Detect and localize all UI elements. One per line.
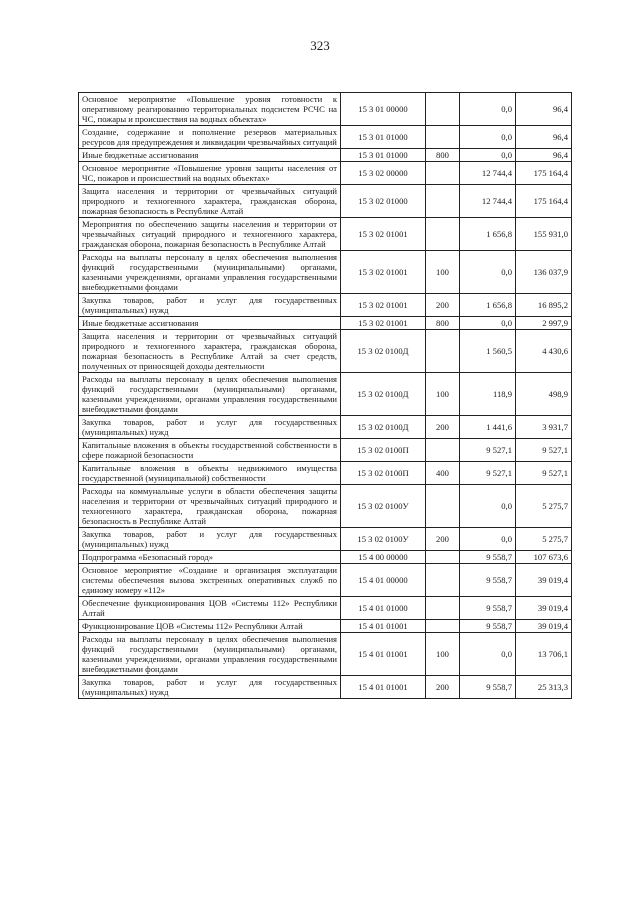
table-row bbox=[79, 676, 572, 699]
table-row bbox=[79, 597, 572, 620]
amount-cell-1: 1 656,8 bbox=[460, 218, 516, 251]
expense-type-cell bbox=[426, 218, 460, 251]
expense-name-cell: Иные бюджетные ассигнования bbox=[79, 149, 341, 162]
amount-cell-2: 155 931,0 bbox=[516, 218, 572, 251]
expense-name-cell: Капитальные вложения в объекты недвижимого имущества государственной (муниципальной) собственности bbox=[79, 462, 341, 485]
target-code-cell: 15 4 01 01001 bbox=[341, 620, 426, 633]
target-code-cell: 15 3 01 00000 bbox=[341, 93, 426, 126]
amount-cell-1: 12 744,4 bbox=[460, 185, 516, 218]
amount-cell-1: 0,0 bbox=[460, 528, 516, 551]
expense-name-cell: Создание, содержание и пополнение резервов материальных ресурсов для предупреждения и ликвидации чрезвычайных ситуаций bbox=[79, 126, 341, 149]
target-code-cell: 15 3 02 01001 bbox=[341, 251, 426, 294]
table-row bbox=[79, 633, 572, 676]
target-code-cell: 15 3 01 01000 bbox=[341, 126, 426, 149]
expense-name-cell: Подпрограмма «Безопасный город» bbox=[79, 551, 341, 564]
amount-cell-1: 12 744,4 bbox=[460, 162, 516, 185]
amount-cell-1: 0,0 bbox=[460, 317, 516, 330]
amount-cell-2: 96,4 bbox=[516, 149, 572, 162]
expense-type-cell bbox=[426, 485, 460, 528]
table-row bbox=[79, 551, 572, 564]
target-code-cell: 15 3 02 01001 bbox=[341, 218, 426, 251]
expense-type-cell bbox=[426, 126, 460, 149]
expense-name-cell: Закупка товаров, работ и услуг для государственных (муниципальных) нужд bbox=[79, 676, 341, 699]
target-code-cell: 15 4 01 01001 bbox=[341, 676, 426, 699]
target-code-cell: 15 3 02 01001 bbox=[341, 317, 426, 330]
expense-type-cell bbox=[426, 597, 460, 620]
amount-cell-1: 0,0 bbox=[460, 149, 516, 162]
amount-cell-2: 39 019,4 bbox=[516, 597, 572, 620]
target-code-cell: 15 3 02 0100У bbox=[341, 528, 426, 551]
amount-cell-1: 9 558,7 bbox=[460, 620, 516, 633]
target-code-cell: 15 4 01 01000 bbox=[341, 597, 426, 620]
expense-name-cell: Защита населения и территории от чрезвычайных ситуаций природного и техногенного характера, гражданская оборона, пожарная безопасность в Республике Алтай bbox=[79, 185, 341, 218]
expense-type-cell bbox=[426, 564, 460, 597]
budget-table-body bbox=[79, 93, 572, 699]
table-row bbox=[79, 126, 572, 149]
table-row bbox=[79, 416, 572, 439]
target-code-cell: 15 4 00 00000 bbox=[341, 551, 426, 564]
expense-type-cell: 200 bbox=[426, 416, 460, 439]
amount-cell-1: 1 441,6 bbox=[460, 416, 516, 439]
target-code-cell: 15 3 02 01001 bbox=[341, 294, 426, 317]
expense-type-cell: 800 bbox=[426, 317, 460, 330]
amount-cell-1: 1 560,5 bbox=[460, 330, 516, 373]
expense-name-cell: Мероприятия по обеспечению защиты населения и территории от чрезвычайных ситуаций природного и техногенного характера, гражданская оборона, пожарная безопасность в Республике Алтай bbox=[79, 218, 341, 251]
table-row bbox=[79, 317, 572, 330]
expense-type-cell: 100 bbox=[426, 633, 460, 676]
amount-cell-2: 175 164,4 bbox=[516, 185, 572, 218]
target-code-cell: 15 3 02 0100П bbox=[341, 439, 426, 462]
amount-cell-2: 5 275,7 bbox=[516, 528, 572, 551]
target-code-cell: 15 4 01 00000 bbox=[341, 564, 426, 597]
expense-type-cell: 200 bbox=[426, 676, 460, 699]
table-row bbox=[79, 251, 572, 294]
budget-table bbox=[78, 92, 572, 699]
expense-type-cell bbox=[426, 551, 460, 564]
target-code-cell: 15 3 02 0100Д bbox=[341, 416, 426, 439]
target-code-cell: 15 3 02 01000 bbox=[341, 185, 426, 218]
table-row bbox=[79, 439, 572, 462]
expense-name-cell: Обеспечение функционирования ЦОВ «Системы 112» Республики Алтай bbox=[79, 597, 341, 620]
table-row bbox=[79, 218, 572, 251]
table-row bbox=[79, 162, 572, 185]
amount-cell-2: 25 313,3 bbox=[516, 676, 572, 699]
expense-name-cell: Расходы на выплаты персоналу в целях обеспечения выполнения функций государственными (муниципальными) органами, казенными учреждениями, органами управления государственными внебюджетными фондами bbox=[79, 633, 341, 676]
amount-cell-1: 0,0 bbox=[460, 485, 516, 528]
table-row bbox=[79, 185, 572, 218]
amount-cell-1: 118,9 bbox=[460, 373, 516, 416]
expense-type-cell bbox=[426, 439, 460, 462]
target-code-cell: 15 3 01 01000 bbox=[341, 149, 426, 162]
expense-type-cell: 400 bbox=[426, 462, 460, 485]
amount-cell-1: 0,0 bbox=[460, 126, 516, 149]
amount-cell-1: 9 558,7 bbox=[460, 551, 516, 564]
expense-name-cell: Расходы на коммунальные услуги в области обеспечения защиты населения и территории от чрезвычайных ситуаций природного и техногенного характера, гражданская оборона, пожарная безопасность в Республике Алтай bbox=[79, 485, 341, 528]
amount-cell-2: 2 997,9 bbox=[516, 317, 572, 330]
page-number: 323 bbox=[310, 38, 330, 53]
target-code-cell: 15 3 02 0100П bbox=[341, 462, 426, 485]
expense-type-cell bbox=[426, 185, 460, 218]
amount-cell-1: 9 558,7 bbox=[460, 676, 516, 699]
expense-name-cell: Основное мероприятие «Создание и организация эксплуатации системы обеспечения вызова экстренных оперативных служб по единому номеру «112» bbox=[79, 564, 341, 597]
expense-name-cell: Защита населения и территории от чрезвычайных ситуаций природного и техногенного характера, гражданская оборона, пожарная безопасность в Республике Алтай за счет средств, полученных от приносящей доходы деятельности bbox=[79, 330, 341, 373]
expense-name-cell: Функционирование ЦОВ «Системы 112» Республики Алтай bbox=[79, 620, 341, 633]
table-row bbox=[79, 485, 572, 528]
expense-name-cell: Закупка товаров, работ и услуг для государственных (муниципальных) нужд bbox=[79, 528, 341, 551]
amount-cell-2: 96,4 bbox=[516, 126, 572, 149]
expense-name-cell: Основное мероприятие «Повышение уровня готовности к оперативному реагированию территориальных подсистем РСЧС на ЧС, пожары и происшествия на водных объектах» bbox=[79, 93, 341, 126]
expense-type-cell bbox=[426, 93, 460, 126]
amount-cell-1: 9 527,1 bbox=[460, 462, 516, 485]
amount-cell-2: 175 164,4 bbox=[516, 162, 572, 185]
amount-cell-2: 9 527,1 bbox=[516, 462, 572, 485]
amount-cell-2: 39 019,4 bbox=[516, 620, 572, 633]
amount-cell-2: 39 019,4 bbox=[516, 564, 572, 597]
amount-cell-1: 9 527,1 bbox=[460, 439, 516, 462]
target-code-cell: 15 3 02 0100Д bbox=[341, 373, 426, 416]
table-row bbox=[79, 149, 572, 162]
expense-type-cell: 200 bbox=[426, 294, 460, 317]
target-code-cell: 15 3 02 0100У bbox=[341, 485, 426, 528]
target-code-cell: 15 3 02 00000 bbox=[341, 162, 426, 185]
amount-cell-1: 0,0 bbox=[460, 633, 516, 676]
expense-type-cell: 800 bbox=[426, 149, 460, 162]
amount-cell-1: 9 558,7 bbox=[460, 597, 516, 620]
amount-cell-2: 107 673,6 bbox=[516, 551, 572, 564]
table-row bbox=[79, 528, 572, 551]
amount-cell-1: 9 558,7 bbox=[460, 564, 516, 597]
expense-name-cell: Иные бюджетные ассигнования bbox=[79, 317, 341, 330]
amount-cell-2: 498,9 bbox=[516, 373, 572, 416]
table-row bbox=[79, 93, 572, 126]
expense-type-cell: 200 bbox=[426, 528, 460, 551]
expense-type-cell bbox=[426, 162, 460, 185]
table-row bbox=[79, 294, 572, 317]
expense-name-cell: Капитальные вложения в объекты государственной собственности в сфере пожарной безопасности bbox=[79, 439, 341, 462]
expense-name-cell: Закупка товаров, работ и услуг для государственных (муниципальных) нужд bbox=[79, 294, 341, 317]
table-row bbox=[79, 330, 572, 373]
amount-cell-2: 9 527,1 bbox=[516, 439, 572, 462]
table-row bbox=[79, 620, 572, 633]
amount-cell-2: 13 706,1 bbox=[516, 633, 572, 676]
expense-type-cell bbox=[426, 620, 460, 633]
expense-name-cell: Расходы на выплаты персоналу в целях обеспечения выполнения функций государственными (муниципальными) органами, казенными учреждениями, органами управления государственными внебюджетными фондами bbox=[79, 373, 341, 416]
table-row bbox=[79, 373, 572, 416]
expense-name-cell: Расходы на выплаты персоналу в целях обеспечения выполнения функций государственными (муниципальными) органами, казенными учреждениями, органами управления государственными внебюджетными фондами bbox=[79, 251, 341, 294]
target-code-cell: 15 4 01 01001 bbox=[341, 633, 426, 676]
amount-cell-2: 16 895,2 bbox=[516, 294, 572, 317]
expense-type-cell: 100 bbox=[426, 251, 460, 294]
amount-cell-2: 4 430,6 bbox=[516, 330, 572, 373]
amount-cell-1: 0,0 bbox=[460, 93, 516, 126]
amount-cell-2: 96,4 bbox=[516, 93, 572, 126]
table-row bbox=[79, 564, 572, 597]
table-row bbox=[79, 462, 572, 485]
amount-cell-2: 5 275,7 bbox=[516, 485, 572, 528]
expense-name-cell: Основное мероприятие «Повышение уровня защиты населения от ЧС, пожаров и происшествий на водных объектах» bbox=[79, 162, 341, 185]
amount-cell-1: 1 656,8 bbox=[460, 294, 516, 317]
amount-cell-2: 136 037,9 bbox=[516, 251, 572, 294]
amount-cell-1: 0,0 bbox=[460, 251, 516, 294]
expense-type-cell bbox=[426, 330, 460, 373]
expense-type-cell: 100 bbox=[426, 373, 460, 416]
expense-name-cell: Закупка товаров, работ и услуг для государственных (муниципальных) нужд bbox=[79, 416, 341, 439]
amount-cell-2: 3 931,7 bbox=[516, 416, 572, 439]
target-code-cell: 15 3 02 0100Д bbox=[341, 330, 426, 373]
